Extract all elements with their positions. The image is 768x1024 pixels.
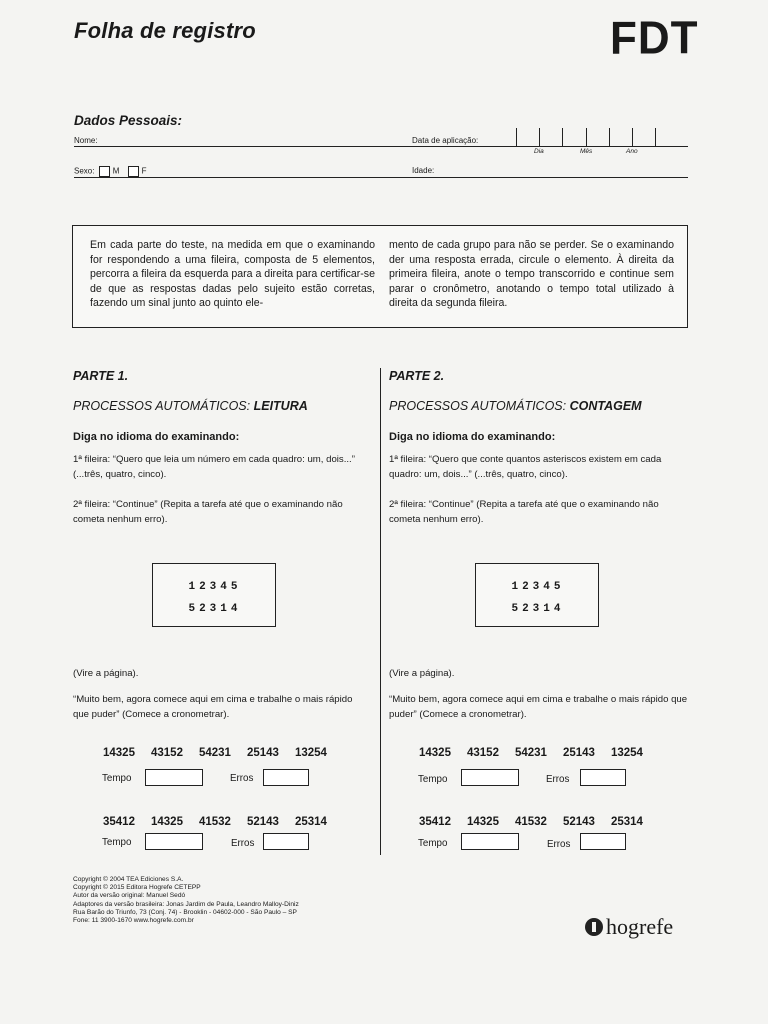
- part-2-erros-1-input[interactable]: [580, 769, 626, 786]
- part-1-sequence-2: [103, 816, 343, 828]
- sex-f-checkbox[interactable]: [128, 166, 139, 177]
- part-2-seq1-item: 43152: [466, 747, 499, 759]
- part-1-seq1-item: 14325: [103, 747, 135, 759]
- part-2-example-row1: 12345: [511, 581, 565, 593]
- part-1-seq1-item: 43152: [150, 747, 183, 759]
- date-label: Data de aplicação:: [412, 136, 479, 145]
- part-1-erros-2-input[interactable]: [263, 833, 309, 850]
- part-2-process-prefix: PROCESSOS AUTOMÁTICOS:: [389, 399, 570, 413]
- part-1-seq1-item: 54231: [198, 747, 231, 759]
- part-1-start-text: “Muito bem, agora comece aqui em cima e trabalhe o mais rápido que puder” (Comece a cronometrar).: [73, 694, 353, 720]
- part-1-process-prefix: PROCESSOS AUTOMÁTICOS:: [73, 399, 254, 413]
- part-2-seq2-item: 25314: [610, 816, 643, 828]
- instructions-box: [72, 225, 688, 328]
- part-2-erros-1-label: Erros: [546, 774, 570, 785]
- part-1-sequence-1: [103, 747, 343, 759]
- part-1-example-row1: 12345: [188, 581, 242, 593]
- sex-m-checkbox[interactable]: [99, 166, 110, 177]
- part-1-row1-text: 1ª fileira: “Quero que leia um número em cada quadro: um, dois...” (...três, quatro, cinco).: [73, 454, 355, 480]
- part-2-seq2-item: 52143: [562, 816, 595, 828]
- part-1-process-name: LEITURA: [253, 399, 308, 413]
- part-2-seq2-item: 14325: [466, 816, 499, 828]
- sex-label: Sexo:: [74, 166, 95, 176]
- copyright-line: Adaptores da versão brasileira: Jonas Jardim de Paula, Leandro Malloy-Diniz: [73, 900, 299, 908]
- copyright-line: Rua Barão do Triunfo, 73 (Conj. 74) - Brooklin - 04602-000 - São Paulo – SP: [73, 908, 297, 916]
- hogrefe-logo: [585, 914, 673, 940]
- test-code: FDT: [610, 12, 699, 65]
- part-2-instruction-heading: Diga no idioma do examinando:: [389, 431, 556, 443]
- day-label: Dia: [534, 148, 544, 155]
- personal-data-heading: Dados Pessoais:: [74, 113, 183, 128]
- part-2-example-box: [475, 563, 599, 627]
- part-2-seq2-item: 41532: [514, 816, 547, 828]
- part-1-seq1-item: 25143: [246, 747, 279, 759]
- part-2-process-name: CONTAGEM: [569, 399, 642, 413]
- part-1-seq2-item: 25314: [294, 816, 327, 828]
- part-1-turn-page: (Vire a página).: [73, 668, 139, 679]
- part-1-erros-2-label: Erros: [231, 838, 255, 849]
- month-label: Mês: [580, 148, 593, 155]
- part-2-example-row2: 52314: [511, 603, 565, 615]
- part-1-seq2-item: 41532: [198, 816, 231, 828]
- part-1-tempo-1-input[interactable]: [145, 769, 203, 786]
- part-2-tempo-2-label: Tempo: [418, 838, 448, 849]
- part-1-instruction-heading: Diga no idioma do examinando:: [73, 431, 240, 443]
- sex-f-label: F: [141, 166, 147, 176]
- name-label: Nome:: [74, 136, 98, 145]
- part-2-start-text: “Muito bem, agora comece aqui em cima e trabalhe o mais rápido que puder” (Comece a cronometrar).: [389, 694, 688, 720]
- part-2-erros-2-label: Erros: [547, 839, 571, 850]
- copyright-line: Autor da versão original: Manuel Sedó: [73, 892, 186, 900]
- sex-m-label: M: [112, 166, 120, 176]
- part-1-erros-1-input[interactable]: [263, 769, 309, 786]
- part-2-turn-page: (Vire a página).: [389, 668, 455, 679]
- part-1-tempo-2-input[interactable]: [145, 833, 203, 850]
- part-1-seq2-item: 52143: [246, 816, 279, 828]
- sex-age-line: [74, 177, 688, 178]
- instructions-col1: Em cada parte do teste, na medida em que o examinando for respondendo a uma fileira, composta de 5 elementos, percorra a fileira da esquerda para a direita para certificar-se de que as respostas dadas pelo sujeito estão corretas, fazendo um sinal junto ao quinto ele-: [90, 239, 375, 310]
- part-1-row2-text: 2ª fileira: “Continue” (Repita a tarefa até que o examinando não cometa nenhum erro).: [73, 499, 343, 525]
- part-2-tempo-1-input[interactable]: [461, 769, 519, 786]
- part-2-seq2-item: 35412: [419, 816, 451, 828]
- part-2-row2-text: 2ª fileira: “Continue” (Repita a tarefa até que o examinando não cometa nenhum erro).: [389, 499, 659, 525]
- copyright-block: [73, 876, 299, 925]
- hogrefe-logo-icon: [585, 918, 603, 936]
- instructions-col2: mento de cada grupo para não se perder. Se o examinando der uma resposta errada, circule o elemento. À direita da primeira fileira, anote o tempo transcorrido e continue sem parar o cronômetro, anotando o tempo total utilizado à direita da segunda fileira.: [389, 239, 674, 310]
- age-label: Idade:: [412, 166, 435, 175]
- copyright-line: Fone: 11 3900-1670 www.hogrefe.com.br: [73, 917, 194, 925]
- part-2-seq1-item: 13254: [610, 747, 643, 759]
- part-1-title: PARTE 1.: [73, 369, 129, 383]
- part-2-seq1-item: 25143: [562, 747, 595, 759]
- part-1-seq2-item: 14325: [150, 816, 183, 828]
- part-2-sequence-2: [419, 816, 659, 828]
- part-1-tempo-1-label: Tempo: [102, 773, 132, 784]
- part-2-erros-2-input[interactable]: [580, 833, 626, 850]
- part-1-tempo-2-label: Tempo: [102, 837, 132, 848]
- page-title: Folha de registro: [74, 18, 256, 43]
- year-label: Ano: [626, 148, 638, 155]
- copyright-line: Copyright © 2015 Editora Hogrefe CETEPP: [73, 884, 201, 892]
- part-1-process: [73, 399, 308, 413]
- part-2-tempo-1-label: Tempo: [418, 774, 448, 785]
- part-2-seq1-item: 54231: [514, 747, 547, 759]
- hogrefe-logo-text: hogrefe: [606, 914, 674, 939]
- part-1-seq2-item: 35412: [103, 816, 135, 828]
- part-1-example-box: [152, 563, 276, 627]
- part-2-seq1-item: 14325: [419, 747, 451, 759]
- part-2-row1-text: 1ª fileira: “Quero que conte quantos asteriscos existem em cada quadro: um, dois...” (...três, quatro, cinco).: [389, 454, 662, 480]
- part-2-title: PARTE 2.: [389, 369, 445, 383]
- part-1-seq1-item: 13254: [294, 747, 327, 759]
- part-2-tempo-2-input[interactable]: [461, 833, 519, 850]
- part-2-process: [389, 399, 642, 413]
- column-divider: [380, 368, 381, 855]
- part-1-erros-1-label: Erros: [230, 773, 254, 784]
- part-1-example-row2: 52314: [188, 603, 242, 615]
- name-line: [74, 146, 688, 147]
- sex-row: [74, 166, 147, 177]
- copyright-line: Copyright © 2004 TEA Ediciones S.A.: [73, 876, 184, 883]
- part-2-sequence-1: [419, 747, 659, 759]
